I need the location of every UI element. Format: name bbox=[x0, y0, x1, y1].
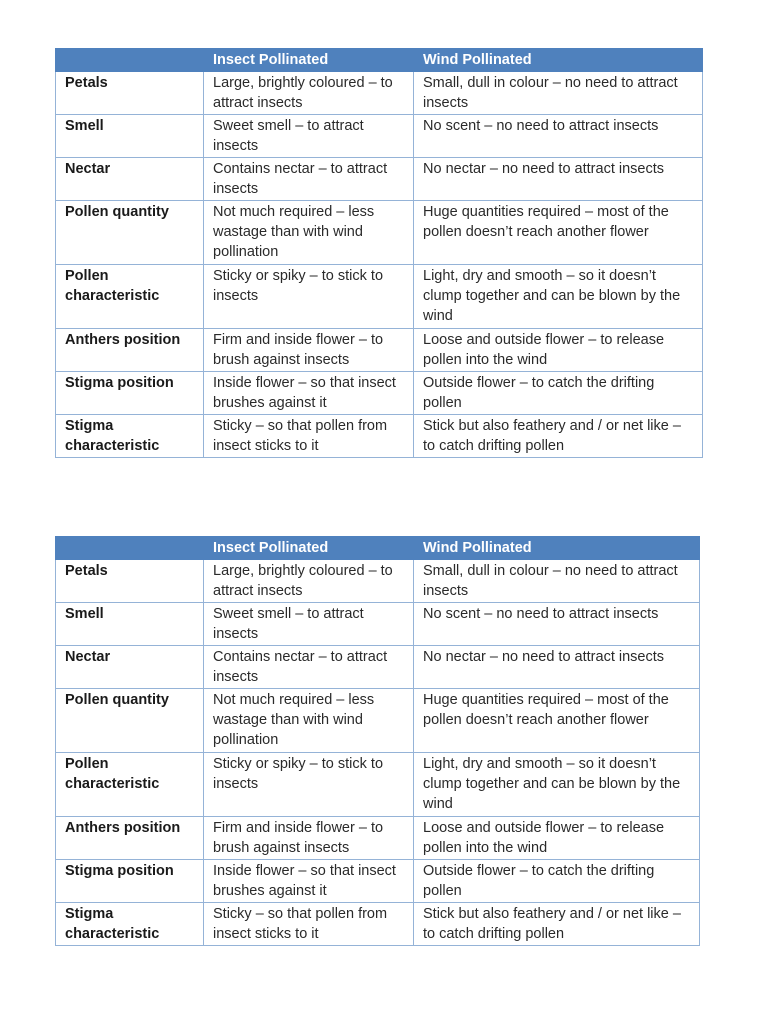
table-header-row bbox=[56, 537, 700, 560]
insect-cell: Contains nectar – to attract insects bbox=[204, 646, 414, 689]
row-label: Smell bbox=[56, 115, 204, 158]
row-label: Anthers position bbox=[56, 329, 204, 372]
wind-cell: Stick but also feathery and / or net like – to catch drifting pollen bbox=[414, 903, 700, 946]
header-cell-insect: Insect Pollinated bbox=[204, 537, 414, 560]
insect-cell: Not much required – less wastage than with wind pollination bbox=[204, 689, 414, 753]
wind-cell: Loose and outside flower – to release pollen into the wind bbox=[414, 817, 700, 860]
wind-cell: No nectar – no need to attract insects bbox=[414, 158, 703, 201]
wind-cell: Small, dull in colour – no need to attract insects bbox=[414, 560, 700, 603]
row-label: Smell bbox=[56, 603, 204, 646]
row-label: Stigma position bbox=[56, 860, 204, 903]
wind-cell: No scent – no need to attract insects bbox=[414, 115, 703, 158]
row-label: Pollen characteristic bbox=[56, 265, 204, 329]
wind-cell: No scent – no need to attract insects bbox=[414, 603, 700, 646]
insect-cell: Not much required – less wastage than with wind pollination bbox=[204, 201, 414, 265]
table-row bbox=[56, 689, 700, 753]
insect-cell: Inside flower – so that insect brushes against it bbox=[204, 372, 414, 415]
table-row bbox=[56, 115, 703, 158]
wind-cell: Light, dry and smooth – so it doesn’t clump together and can be blown by the wind bbox=[414, 753, 700, 817]
wind-cell: Small, dull in colour – no need to attract insects bbox=[414, 72, 703, 115]
table-row bbox=[56, 817, 700, 860]
table-row bbox=[56, 415, 703, 458]
row-label: Pollen quantity bbox=[56, 201, 204, 265]
table-row bbox=[56, 372, 703, 415]
table-row bbox=[56, 860, 700, 903]
header-cell-feature bbox=[56, 49, 204, 72]
header-cell-insect: Insect Pollinated bbox=[204, 49, 414, 72]
insect-cell: Sticky – so that pollen from insect sticks to it bbox=[204, 415, 414, 458]
row-label: Anthers position bbox=[56, 817, 204, 860]
wind-cell: Huge quantities required – most of the pollen doesn’t reach another flower bbox=[414, 201, 703, 265]
wind-cell: Loose and outside flower – to release pollen into the wind bbox=[414, 329, 703, 372]
row-label: Nectar bbox=[56, 158, 204, 201]
table-row bbox=[56, 158, 703, 201]
table-header-row bbox=[56, 49, 703, 72]
row-label: Pollen characteristic bbox=[56, 753, 204, 817]
table-row bbox=[56, 603, 700, 646]
table-row bbox=[56, 646, 700, 689]
wind-cell: Huge quantities required – most of the pollen doesn’t reach another flower bbox=[414, 689, 700, 753]
row-label: Petals bbox=[56, 560, 204, 603]
header-cell-wind: Wind Pollinated bbox=[414, 49, 703, 72]
wind-cell: No nectar – no need to attract insects bbox=[414, 646, 700, 689]
wind-cell: Stick but also feathery and / or net like – to catch drifting pollen bbox=[414, 415, 703, 458]
table-row bbox=[56, 72, 703, 115]
insect-cell: Firm and inside flower – to brush against insects bbox=[204, 817, 414, 860]
insect-cell: Sticky or spiky – to stick to insects bbox=[204, 265, 414, 329]
comparison-table-1 bbox=[55, 48, 703, 458]
header-cell-feature bbox=[56, 537, 204, 560]
insect-cell: Sticky – so that pollen from insect sticks to it bbox=[204, 903, 414, 946]
insect-cell: Large, brightly coloured – to attract insects bbox=[204, 72, 414, 115]
insect-cell: Sweet smell – to attract insects bbox=[204, 603, 414, 646]
insect-cell: Large, brightly coloured – to attract insects bbox=[204, 560, 414, 603]
insect-cell: Contains nectar – to attract insects bbox=[204, 158, 414, 201]
table-row bbox=[56, 265, 703, 329]
header-cell-wind: Wind Pollinated bbox=[414, 537, 700, 560]
row-label: Pollen quantity bbox=[56, 689, 204, 753]
comparison-table-2 bbox=[55, 536, 700, 946]
row-label: Stigma characteristic bbox=[56, 415, 204, 458]
insect-cell: Sweet smell – to attract insects bbox=[204, 115, 414, 158]
row-label: Nectar bbox=[56, 646, 204, 689]
table-row bbox=[56, 753, 700, 817]
table-row bbox=[56, 903, 700, 946]
row-label: Petals bbox=[56, 72, 204, 115]
row-label: Stigma characteristic bbox=[56, 903, 204, 946]
insect-cell: Firm and inside flower – to brush against insects bbox=[204, 329, 414, 372]
table-row bbox=[56, 560, 700, 603]
wind-cell: Light, dry and smooth – so it doesn’t clump together and can be blown by the wind bbox=[414, 265, 703, 329]
insect-cell: Inside flower – so that insect brushes against it bbox=[204, 860, 414, 903]
wind-cell: Outside flower – to catch the drifting pollen bbox=[414, 372, 703, 415]
insect-cell: Sticky or spiky – to stick to insects bbox=[204, 753, 414, 817]
wind-cell: Outside flower – to catch the drifting pollen bbox=[414, 860, 700, 903]
table-row bbox=[56, 201, 703, 265]
table-row bbox=[56, 329, 703, 372]
row-label: Stigma position bbox=[56, 372, 204, 415]
